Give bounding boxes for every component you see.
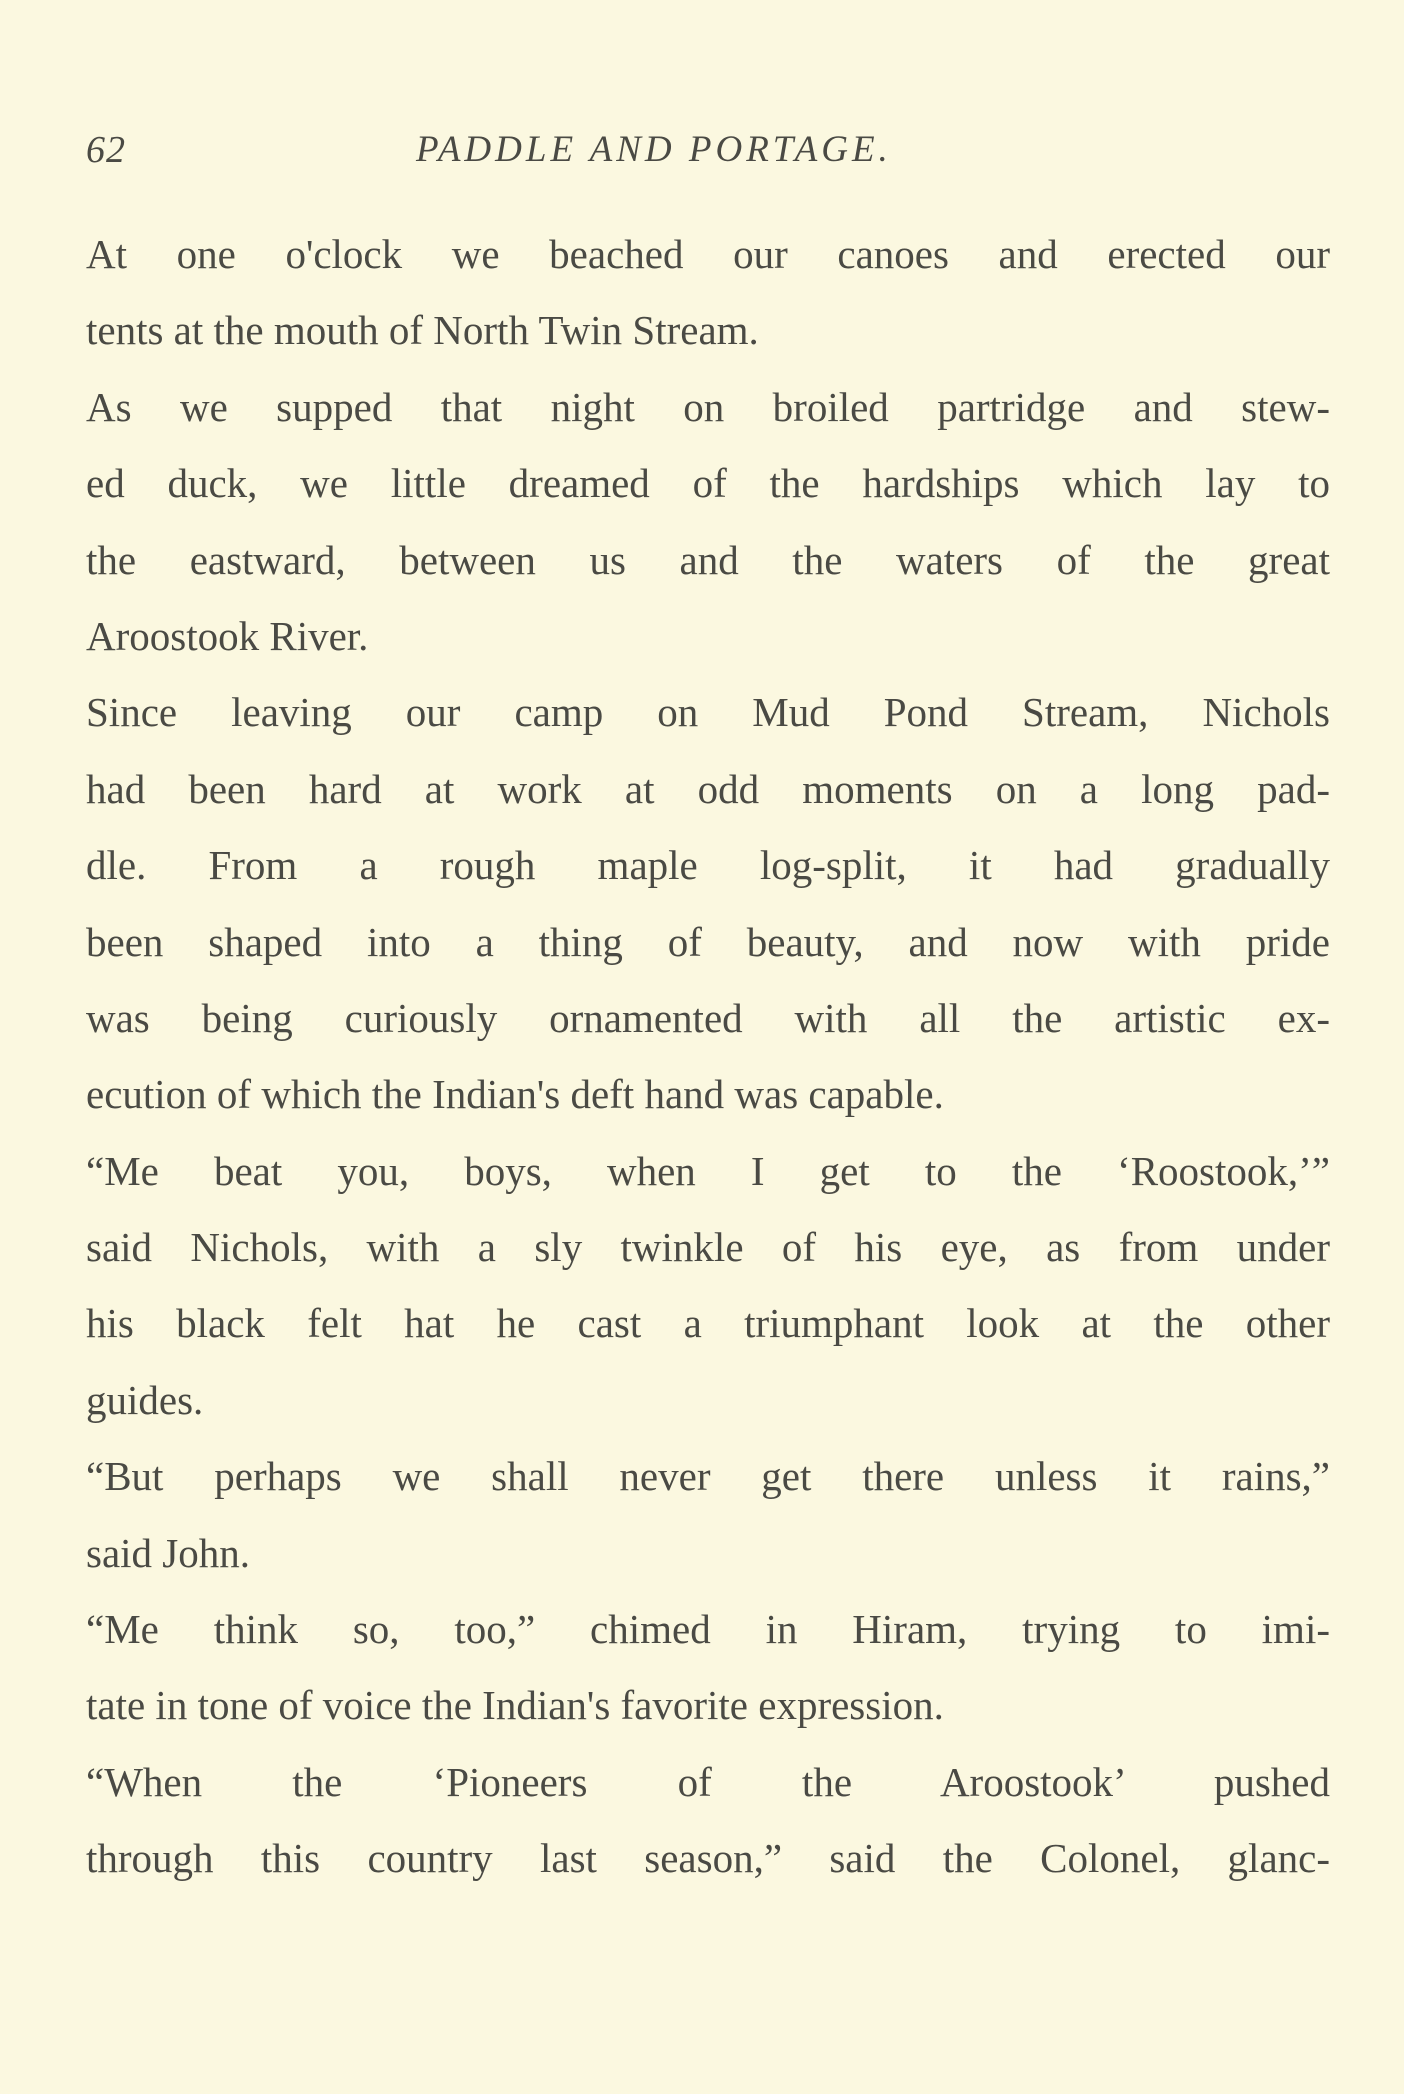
text-line: “When the ‘Pioneers of the Aroostook’ pushed xyxy=(86,1758,1330,1805)
text-line: the eastward, between us and the waters of the great xyxy=(86,536,1330,583)
text-line: his black felt hat he cast a triumphant look at the other xyxy=(86,1300,1330,1347)
body-text xyxy=(86,224,1330,1905)
text-line: ed duck, we little dreamed of the hardships which lay to xyxy=(86,460,1330,507)
text-line: “But perhaps we shall never get there unless it rains,” xyxy=(86,1453,1330,1500)
text-line: was being curiously ornamented with all the artistic ex- xyxy=(86,994,1330,1041)
text-line: “Me beat you, boys, when I get to the ‘Roostook,’” xyxy=(86,1147,1330,1194)
running-head xyxy=(86,128,1326,178)
text-line: Since leaving our camp on Mud Pond Stream, Nichols xyxy=(86,689,1330,736)
text-line: As we supped that night on broiled partridge and stew- xyxy=(86,383,1330,430)
text-line: tate in tone of voice the Indian's favorite expression. xyxy=(86,1682,944,1729)
text-line: had been hard at work at odd moments on a long pad- xyxy=(86,765,1330,812)
text-line: “Me think so, too,” chimed in Hiram, trying to imi- xyxy=(86,1606,1330,1653)
text-line: tents at the mouth of North Twin Stream. xyxy=(86,307,759,354)
text-line: through this country last season,” said the Colonel, glanc- xyxy=(86,1835,1330,1882)
text-line: At one o'clock we beached our canoes and erected our xyxy=(86,231,1330,277)
page-number: 62 xyxy=(86,129,126,171)
text-line: been shaped into a thing of beauty, and now with pride xyxy=(86,918,1330,965)
text-line: said John. xyxy=(86,1529,250,1576)
running-title: PADDLE AND PORTAGE. xyxy=(416,129,892,170)
text-line: ecution of which the Indian's deft hand was capable. xyxy=(86,1071,944,1118)
text-line: said Nichols, with a sly twinkle of his eye, as from under xyxy=(86,1224,1330,1271)
text-line: Aroostook River. xyxy=(86,612,369,659)
text-line: dle. From a rough maple log-split, it had gradually xyxy=(86,842,1330,889)
text-line: guides. xyxy=(86,1376,204,1423)
